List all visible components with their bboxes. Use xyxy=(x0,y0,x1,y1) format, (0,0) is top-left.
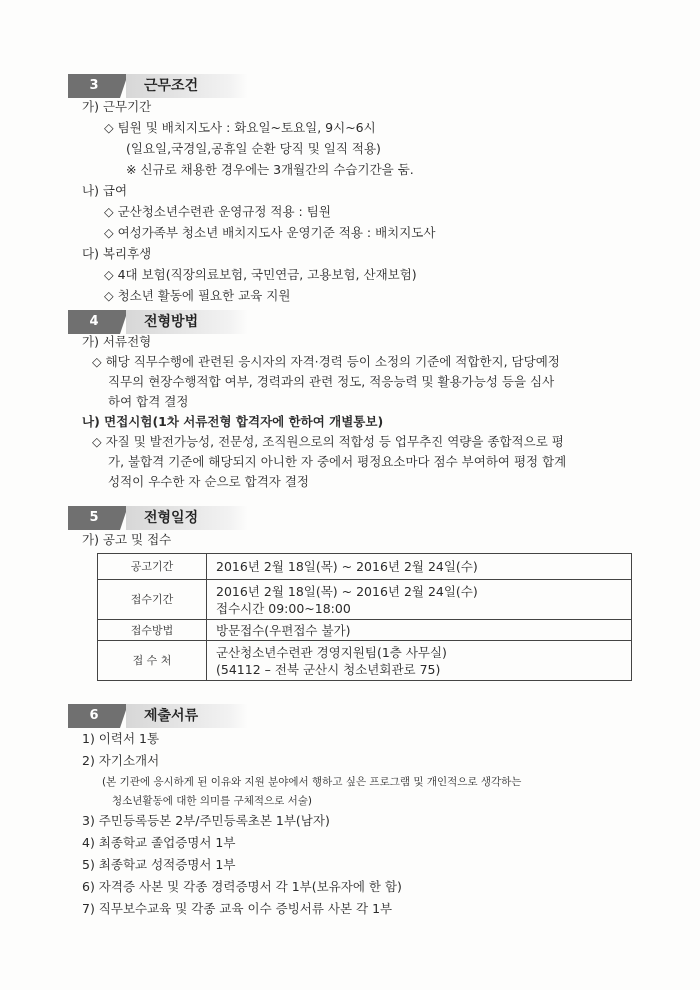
section-number: 5 xyxy=(68,506,120,530)
row-value xyxy=(207,554,632,580)
section-title: 전형방법 xyxy=(126,310,248,334)
paragraph-line: 직무의 현장수행적합 여부, 경력과의 관련 정도, 적응능력 및 활용가능성 등을 심사 xyxy=(108,374,555,389)
list-item: ◇ 여성가족부 청소년 배치지도사 운영기준 적용 : 배치지도사 xyxy=(104,225,436,240)
paragraph-line: 가, 불합격 기준에 해당되지 아니한 자 중에서 평정요소마다 점수 부여하여 평정 합계 xyxy=(108,454,567,469)
row-label: 공고기간 xyxy=(98,554,207,580)
row-value-line: 접수시간 09:00~18:00 xyxy=(216,600,351,616)
subheading: 나) 급여 xyxy=(82,183,128,198)
list-item: (일요일,국경일,공휴일 순환 당직 및 일직 적용) xyxy=(126,141,381,156)
paragraph-line: 하여 합격 결정 xyxy=(108,394,189,409)
paragraph-line: ◇ 자질 및 발전가능성, 전문성, 조직원으로의 적합성 등 업무추진 역량을 종합적으로 평 xyxy=(92,434,564,449)
table-row xyxy=(98,620,632,641)
list-item: 6) 자격증 사본 및 각종 경력증명서 각 1부(보유자에 한 함) xyxy=(82,879,402,894)
list-item: 2) 자기소개서 xyxy=(82,753,160,768)
row-value-line: 2016년 2월 18일(목) ~ 2016년 2월 24일(수) xyxy=(216,559,478,574)
section-6-header xyxy=(68,704,248,728)
list-item: 3) 주민등록등본 2부/주민등록초본 1부(남자) xyxy=(82,813,330,828)
section-title: 제출서류 xyxy=(126,704,248,728)
paragraph-line: 성적이 우수한 자 순으로 합격자 결정 xyxy=(108,474,309,489)
list-item: ◇ 팀원 및 배치지도사 : 화요일~토요일, 9시~6시 xyxy=(104,120,376,135)
row-label: 접수기간 xyxy=(98,580,207,620)
list-item: ◇ 4대 보험(직장의료보험, 국민연금, 고용보험, 산재보험) xyxy=(104,267,417,282)
list-item: 5) 최종학교 성적증명서 1부 xyxy=(82,857,236,872)
row-label: 접수방법 xyxy=(98,620,207,641)
subheading: 나) 면접시험(1차 서류전형 합격자에 한하여 개별통보) xyxy=(82,414,384,429)
row-value xyxy=(207,641,632,681)
list-note: 청소년활동에 대한 의미를 구체적으로 서술) xyxy=(112,795,313,807)
list-item: 1) 이력서 1통 xyxy=(82,731,160,746)
list-item: 4) 최종학교 졸업증명서 1부 xyxy=(82,835,236,850)
section-5-header xyxy=(68,506,248,530)
row-value xyxy=(207,580,632,620)
table-row xyxy=(98,641,632,681)
row-value-line: (54112 – 전북 군산시 청소년회관로 75) xyxy=(216,661,441,677)
row-value-line: 군산청소년수련관 경영지원팀(1층 사무실) xyxy=(216,644,447,660)
section-4-header xyxy=(68,310,248,334)
subheading: 가) 근무기간 xyxy=(82,99,152,114)
section-title: 전형일정 xyxy=(126,506,248,530)
schedule-table xyxy=(97,553,632,681)
section-number: 6 xyxy=(68,704,120,728)
section-3-header xyxy=(68,74,248,98)
list-item: 7) 직무보수교육 및 각종 교육 이수 증빙서류 사본 각 1부 xyxy=(82,901,393,916)
paragraph-line: ◇ 해당 직무수행에 관련된 응시자의 자격·경력 등이 소정의 기준에 적합한지, 담당예정 xyxy=(92,354,560,369)
section-number: 3 xyxy=(68,74,120,98)
list-item: ◇ 청소년 활동에 필요한 교육 지원 xyxy=(104,288,291,303)
row-value xyxy=(207,620,632,641)
table-row xyxy=(98,554,632,580)
row-value-line: 2016년 2월 18일(목) ~ 2016년 2월 24일(수) xyxy=(216,583,478,599)
section-number: 4 xyxy=(68,310,120,334)
subheading: 가) 공고 및 접수 xyxy=(82,532,172,547)
row-value-line: 방문접수(우편접수 불가) xyxy=(216,622,351,638)
subheading: 다) 복리후생 xyxy=(82,246,152,261)
table-row xyxy=(98,580,632,620)
note: ※ 신규로 채용한 경우에는 3개월간의 수습기간을 둠. xyxy=(126,162,414,177)
section-title: 근무조건 xyxy=(126,74,248,98)
list-item: ◇ 군산청소년수련관 운영규정 적용 : 팀원 xyxy=(104,204,331,219)
list-note: (본 기관에 응시하게 된 이유와 지원 분야에서 행하고 싶은 프로그램 및 개인적으로 생각하는 xyxy=(102,776,522,788)
subheading: 가) 서류전형 xyxy=(82,334,152,349)
row-label: 접 수 처 xyxy=(98,641,207,681)
